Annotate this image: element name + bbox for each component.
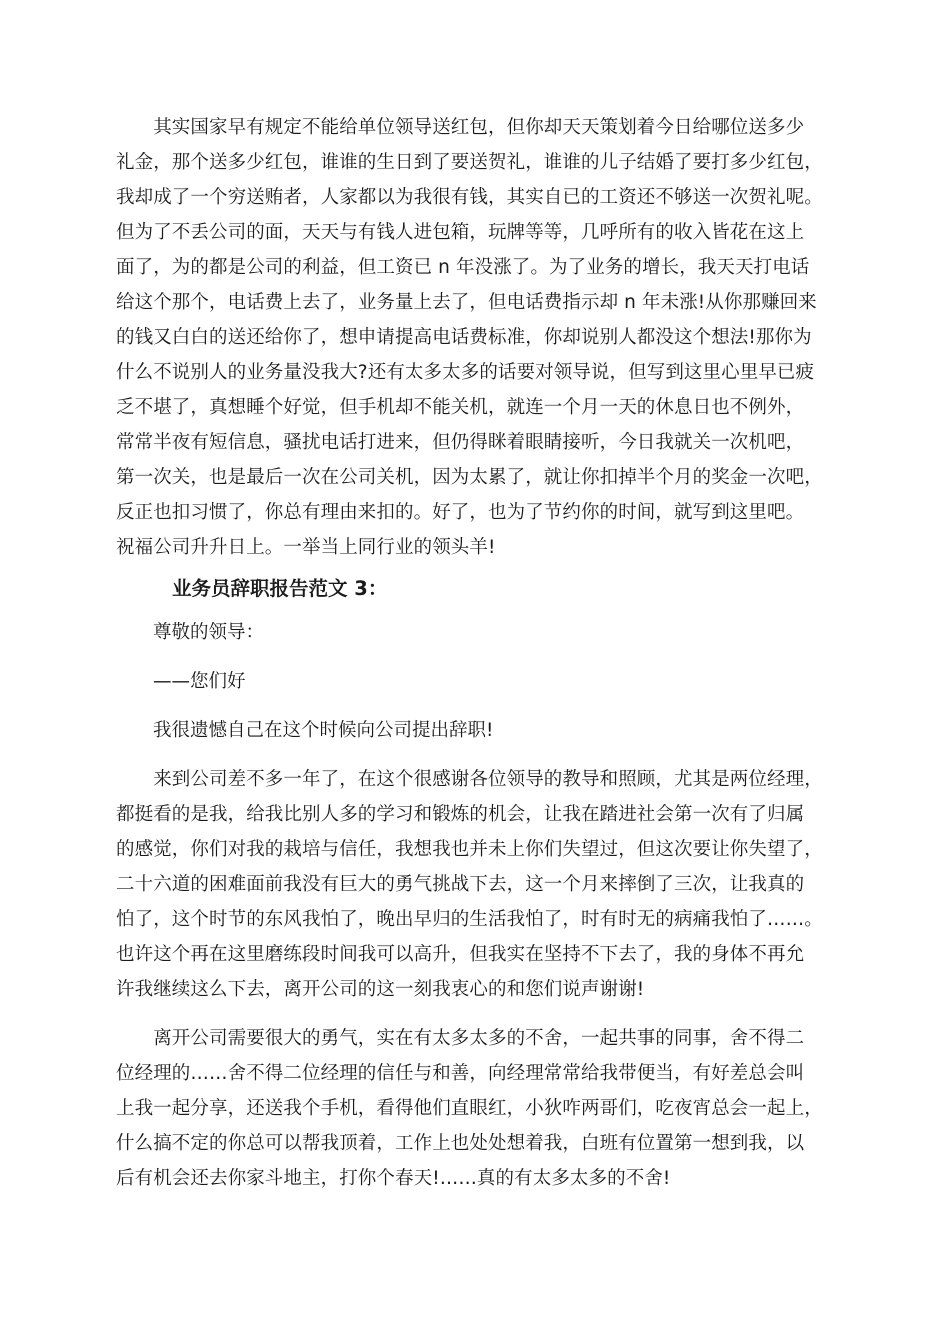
text-line: 其实国家早有规定不能给单位领导送红包，但你却天天策划着今日给哪位送多少 [116, 117, 805, 138]
text-line: 二十六道的困难面前我没有巨大的勇气挑战下去，这一个月来摔倒了三次，让我真的 [116, 874, 805, 895]
text-line: 都挺看的是我，给我比别人多的学习和锻炼的机会，让我在踏进社会第一次有了归属 [116, 804, 805, 825]
text-line: 上我一起分享，还送我个手机，看得他们直眼红，小狄咋两哥们，吃夜宵总会一起上， [116, 1098, 823, 1119]
text-line: 常常半夜有短信息，骚扰电话打进来，但仍得眯着眼睛接听，今日我就关一次机吧， [116, 432, 805, 453]
text-line: 后有机会还去你家斗地主，打你个春天!……真的有太多太多的不舍! [116, 1168, 671, 1189]
document-page [116, 110, 836, 1196]
text-line: 离开公司需要很大的勇气，实在有太多太多的不舍，一起共事的同事，舍不得二 [116, 1028, 805, 1049]
text-line: 反正也扣习惯了，你总有理由来扣的。好了，也为了节约你的时间，就写到这里吧。 [116, 502, 805, 523]
text-line: 的感觉，你们对我的栽培与信任，我想我也并未上你们失望过，但这次要让你失望了， [116, 839, 823, 860]
text-line: 什么搞不定的你总可以帮我顶着，工作上也处处想着我，白班有位置第一想到我，以 [116, 1133, 805, 1154]
text-line: 位经理的……舍不得二位经理的信任与和善，向经理常常给我带便当，有好差总会叫 [116, 1063, 805, 1084]
text-line: 许我继续这么下去，离开公司的这一刻我衷心的和您们说声谢谢! [116, 979, 645, 1000]
text-line: 我却成了一个穷送贿者，人家都以为我很有钱，其实自已的工资还不够送一次贺礼呢。 [116, 187, 823, 208]
text-line: 来到公司差不多一年了，在这个很感谢各位领导的教导和照顾，尤其是两位经理， [116, 769, 823, 790]
section-heading: 业务员辞职报告范文 3： [172, 577, 388, 600]
paragraph-2 [116, 762, 836, 1007]
salutation: 尊敬的领导： [153, 622, 265, 643]
text-line: 什么不说别人的业务量没我大?还有太多太多的话要对领导说，但写到这里心里早已疲 [116, 362, 815, 383]
text-line: 的钱又白白的送还给你了，想申请提高电话费标准，你却说别人都没这个想法!那你为 [116, 327, 812, 348]
opening-line: 我很遗憾自己在这个时候向公司提出辞职! [153, 720, 494, 741]
text-line: 祝福公司升升日上。一举当上同行业的领头羊! [116, 537, 496, 558]
text-line: 面了，为的都是公司的利益，但工资已 n 年没涨了。为了业务的增长，我天天打电话 [116, 257, 810, 278]
text-line: 给这个那个，电话费上去了，业务量上去了，但电话费指示却 n 年未涨!从你那赚回来 [116, 292, 817, 313]
paragraph-3 [116, 1021, 836, 1196]
text-line: 怕了，这个时节的东风我怕了，晚出早归的生活我怕了，时有时无的病痛我怕了……。 [116, 909, 823, 930]
paragraph-1 [116, 110, 836, 565]
greeting: ——您们好 [153, 671, 246, 692]
text-line: 礼金，那个送多少红包，谁谁的生日到了要送贺礼，谁谁的儿子结婚了要打多少红包， [116, 152, 823, 173]
text-line: 乏不堪了，真想睡个好觉，但手机却不能关机，就连一个月一天的休息日也不例外， [116, 397, 805, 418]
text-line: 也许这个再在这里磨练段时间我可以高升，但我实在坚持不下去了，我的身体不再允 [116, 944, 805, 965]
text-line: 但为了不丢公司的面，天天与有钱人进包箱，玩牌等等，几呼所有的收入皆花在这上 [116, 222, 805, 243]
text-line: 第一次关，也是最后一次在公司关机，因为太累了，就让你扣掉半个月的奖金一次吧， [116, 467, 823, 488]
